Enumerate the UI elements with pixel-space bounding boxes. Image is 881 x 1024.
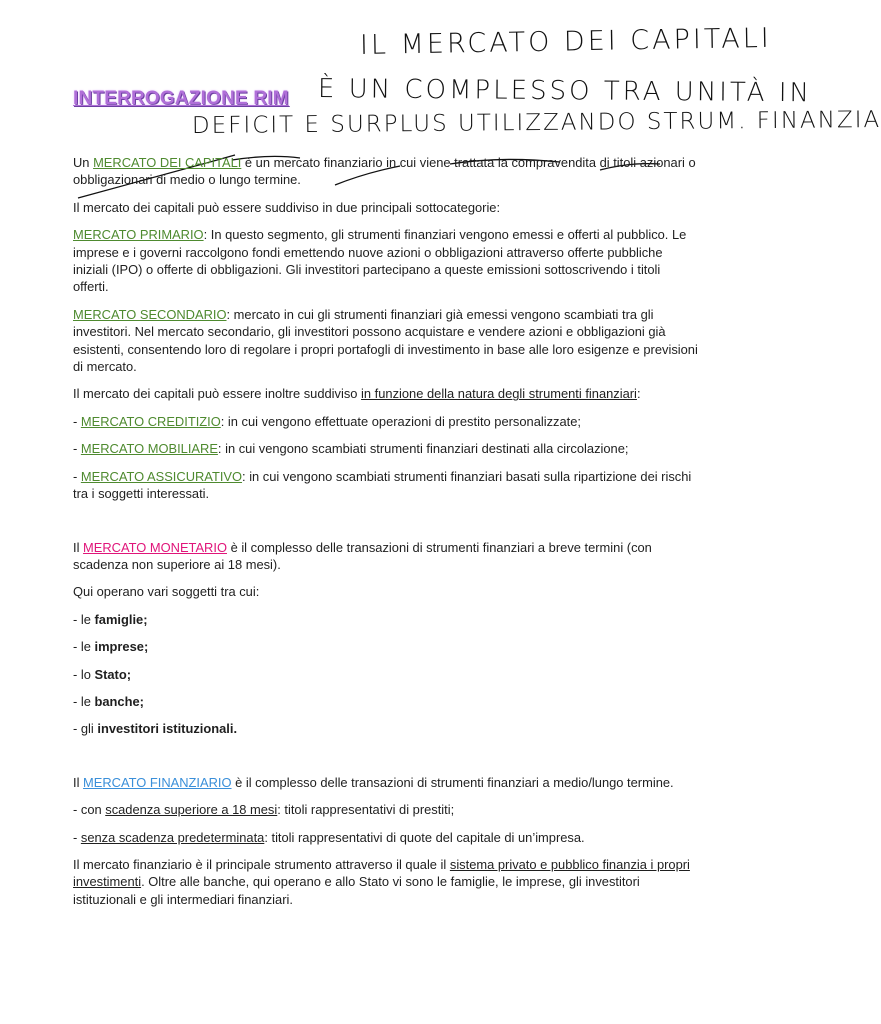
text: : titoli rappresentativi di prestiti; (277, 802, 455, 818)
handwritten-line-1: IL MERCATO DEI CAPITALI (359, 22, 772, 61)
text: è un mercato finanziario in cui viene trattata la compravendita di titoli azionari o obbligazionari di medio o lungo termine. (73, 155, 696, 188)
text: - le (73, 693, 95, 709)
text: - con (73, 802, 106, 818)
term-mercato-creditizio: MERCATO CREDITIZIO (80, 413, 221, 429)
text: - (73, 441, 81, 457)
paragraph-natura (73, 385, 698, 402)
text: . Oltre alle banche, qui operano e allo Stato vi sono le famiglie, le imprese, gli investitori istituzionali e gli intermediari finanziari. (73, 874, 640, 907)
list-item-creditizio (73, 413, 698, 430)
paragraph-definition (73, 154, 698, 189)
bold-text: Stato; (94, 666, 132, 682)
document-body (73, 154, 698, 918)
text: : (636, 386, 641, 402)
text: - lo (73, 666, 95, 682)
list-item (73, 611, 698, 628)
text: è il complesso delle transazioni di strumenti finanziari a breve termini (con scadenza non superiore ai 18 mesi). (73, 539, 652, 572)
text: : in cui vengono scambiati strumenti finanziari destinati alla circolazione; (217, 441, 629, 457)
bold-text: imprese; (94, 639, 149, 655)
text: - (73, 829, 81, 845)
term-mercato-secondario: MERCATO SECONDARIO (73, 306, 227, 322)
term-mercato-mobiliare: MERCATO MOBILIARE (80, 441, 218, 457)
paragraph-conclusion (73, 856, 698, 908)
paragraph-primario (73, 226, 698, 296)
term-mercato-assicurativo: MERCATO ASSICURATIVO (80, 468, 243, 484)
paragraph-secondario (73, 306, 698, 376)
paragraph-soggetti: Qui operano vari soggetti tra cui: (73, 584, 260, 600)
term-mercato-finanziario: MERCATO FINANZIARIO (83, 774, 232, 790)
bold-text: famiglie; (94, 611, 148, 627)
list-item (73, 720, 698, 737)
underlined-text: senza scadenza predeterminata (80, 829, 265, 845)
list-item (73, 638, 698, 655)
text: - (73, 468, 81, 484)
handwritten-line-3: DEFICIT E SURPLUS UTILIZZANDO STRUM. FINANZIA (191, 106, 881, 139)
underlined-text: in funzione della natura degli strumenti finanziari (361, 386, 637, 402)
text: : in cui vengono effettuate operazioni di prestito personalizzate; (220, 413, 581, 429)
list-item-mobiliare (73, 440, 698, 457)
text: Il mercato dei capitali può essere inoltre suddiviso (73, 386, 362, 402)
text: Il (73, 539, 84, 555)
text: Un (73, 155, 94, 170)
term-mercato-primario: MERCATO PRIMARIO (73, 227, 204, 243)
term-mercato-capitali: MERCATO DEI CAPITALI (93, 155, 242, 170)
page-title: INTERROGAZIONE RIM (73, 88, 289, 109)
paragraph-monetario (73, 539, 698, 574)
list-item (73, 693, 698, 710)
list-item-assicurativo (73, 468, 698, 503)
bold-text: investitori istituzionali. (97, 721, 238, 737)
text: - le (73, 639, 95, 655)
underlined-text: scadenza superiore a 18 mesi (105, 802, 278, 818)
text: - (73, 413, 81, 429)
text: : In questo segmento, gli strumenti finanziari vengono emessi e offerti al pubblico. Le imprese e i governi raccolgono fondi emettendo nuove azioni o obbligazioni attraverso offerte pubbliche iniziali (IPO) o offerte di obbligazioni. Gli investitori partecipano a queste emissioni sottoscrivendo i titoli offerti. (73, 227, 687, 295)
text: : mercato in cui gli strumenti finanziari già emessi vengono scambiati tra gli investitori. Nel mercato secondario, gli investitori possono acquistare e vendere azioni e obbligazioni già esistenti, consentendo loro di regolare i propri portafogli di investimento in base alle loro esigenze e previsioni di mercato. (73, 306, 698, 375)
handwritten-line-2: È UN COMPLESSO TRA UNITÀ IN (317, 74, 813, 109)
list-item (73, 666, 698, 683)
paragraph-finanziario (73, 774, 698, 791)
list-item-senza-scadenza (73, 829, 698, 846)
text: : titoli rappresentativi di quote del capitale di un’impresa. (264, 829, 585, 845)
list-item-scadenza (73, 801, 698, 818)
term-mercato-monetario: MERCATO MONETARIO (83, 539, 227, 555)
text: - gli (73, 721, 98, 737)
bold-text: banche; (94, 693, 144, 709)
text: Il (73, 774, 84, 790)
text: è il complesso delle transazioni di strumenti finanziari a medio/lungo termine. (231, 774, 674, 790)
text: Il mercato finanziario è il principale strumento attraverso il quale il (73, 856, 450, 872)
paragraph-subdivision: Il mercato dei capitali può essere suddiviso in due principali sottocategorie: (73, 199, 501, 215)
text: - le (73, 611, 95, 627)
text: : in cui vengono scambiati strumenti finanziari basati sulla ripartizione dei rischi tra i soggetti interessati. (73, 468, 692, 502)
underlined-text: sistema privato e pubblico finanzia i propri investimenti (73, 856, 690, 890)
